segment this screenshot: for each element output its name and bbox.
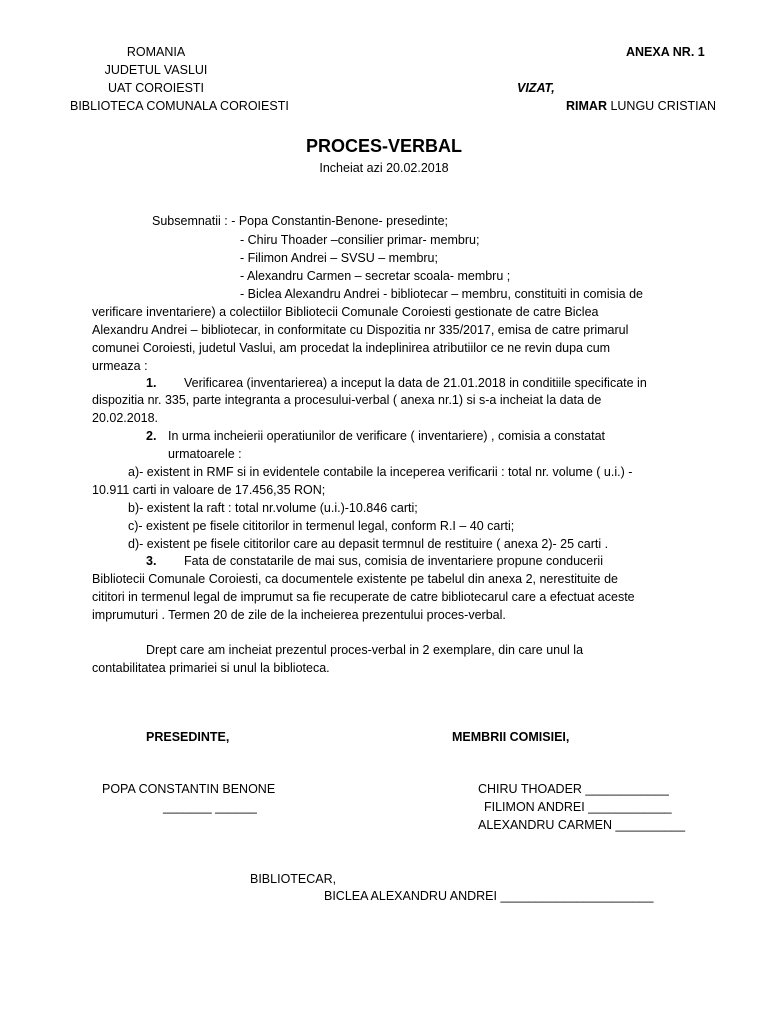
body-line: - Biclea Alexandru Andrei - bibliotecar – membru, constituiti in comisia de: [240, 287, 643, 301]
body-line: Alexandru Andrei – bibliotecar, in conformitate cu Dispozitia nr 335/2017, emisa de catre primarul: [92, 323, 629, 337]
item-number: 1.: [146, 376, 157, 390]
body-line: urmeaza :: [92, 359, 148, 373]
header-uat: UAT COROIESTI: [107, 81, 205, 95]
body-line: Subsemnatii : - Popa Constantin-Benone- presedinte;: [152, 214, 449, 228]
header-library: BIBLIOTECA COMUNALA COROIESTI: [70, 99, 289, 113]
member-signature: FILIMON ANDREI ____________: [484, 800, 672, 814]
document-title: PROCES-VERBAL: [305, 136, 462, 156]
body-line: Verificarea (inventarierea) a inceput la data de 21.01.2018 in conditiile specificate in: [184, 376, 647, 390]
librarian-label: BIBLIOTECAR,: [250, 872, 337, 886]
president-label: PRESEDINTE,: [146, 730, 230, 744]
body-line: - Filimon Andrei – SVSU – membru;: [240, 251, 438, 265]
body-line: b)- existent la raft : total nr.volume (u.i.)-10.846 carti;: [128, 501, 418, 515]
body-line: d)- existent pe fisele cititorilor care au depasit termnul de restituire ( anexa 2)- 25 carti .: [128, 537, 609, 551]
president-signature-line: _______ ______: [163, 800, 257, 814]
member-signature: ALEXANDRU CARMEN __________: [478, 818, 686, 832]
body-line: cititori in termenul legal de imprumut sa fie recuperate de catre bibliotecarul care a efectuat aceste: [92, 590, 635, 604]
body-line: - Alexandru Carmen – secretar scoala- membru ;: [240, 269, 511, 283]
item-number: 2.: [146, 429, 157, 443]
body-line: c)- existent pe fisele cititorilor in termenul legal, conform R.I – 40 carti;: [128, 519, 515, 533]
body-line: comunei Coroiesti, judetul Vaslui, am procedat la indeplinirea atributiilor ce ne revin dupa cum: [92, 341, 611, 355]
approver-name: LUNGU CRISTIAN: [606, 99, 717, 113]
body-line: a)- existent in RMF si in evidentele contabile la inceperea verificarii : total nr. volume ( u.i.) -: [128, 465, 633, 479]
body-line: Drept care am incheiat prezentul proces-verbal in 2 exemplare, din care unul la: [146, 643, 584, 657]
annex-label: ANEXA NR. 1: [626, 45, 705, 59]
body-line: 20.02.2018.: [92, 411, 159, 425]
body-line: In urma incheierii operatiunilor de verificare ( inventariere) , comisia a constatat: [168, 429, 605, 443]
body-line: Fata de constatarile de mai sus, comisia de inventariere propune conducerii: [184, 554, 603, 568]
body-line: 10.911 carti in valoare de 17.456,35 RON;: [92, 483, 326, 497]
body-line: verificare inventariere) a colectiilor Bibliotecii Comunale Coroiesti gestionate de catre Biclea: [92, 305, 599, 319]
member-signature: CHIRU THOADER ____________: [478, 782, 669, 796]
body-line: - Chiru Thoader –consilier primar- membru;: [240, 233, 480, 247]
librarian-signature: BICLEA ALEXANDRU ANDREI ______________________: [324, 889, 654, 903]
approver: [566, 97, 716, 115]
body-line: dispozitia nr. 335, parte integranta a procesului-verbal ( anexa nr.1) si s-a incheiat la data de: [92, 393, 602, 407]
body-line: urmatoarele :: [168, 447, 242, 461]
body-line: imprumuturi . Termen 20 de zile de la incheierea prezentului proces-verbal.: [92, 608, 506, 622]
approver-role: RIMAR: [566, 99, 607, 113]
header-county: JUDETUL VASLUI: [104, 63, 208, 77]
body-line: contabilitatea primariei si unul la biblioteca.: [92, 661, 330, 675]
members-label: MEMBRII COMISIEI,: [452, 730, 570, 744]
vizat-label: VIZAT,: [517, 81, 555, 95]
header-country: ROMANIA: [126, 45, 186, 59]
document-date: Incheiat azi 20.02.2018: [319, 161, 449, 175]
item-number: 3.: [146, 554, 157, 568]
president-name: POPA CONSTANTIN BENONE: [102, 782, 276, 796]
body-line: Bibliotecii Comunale Coroiesti, ca documentele existente pe tabelul din anexa 2, nerestituite de: [92, 572, 619, 586]
